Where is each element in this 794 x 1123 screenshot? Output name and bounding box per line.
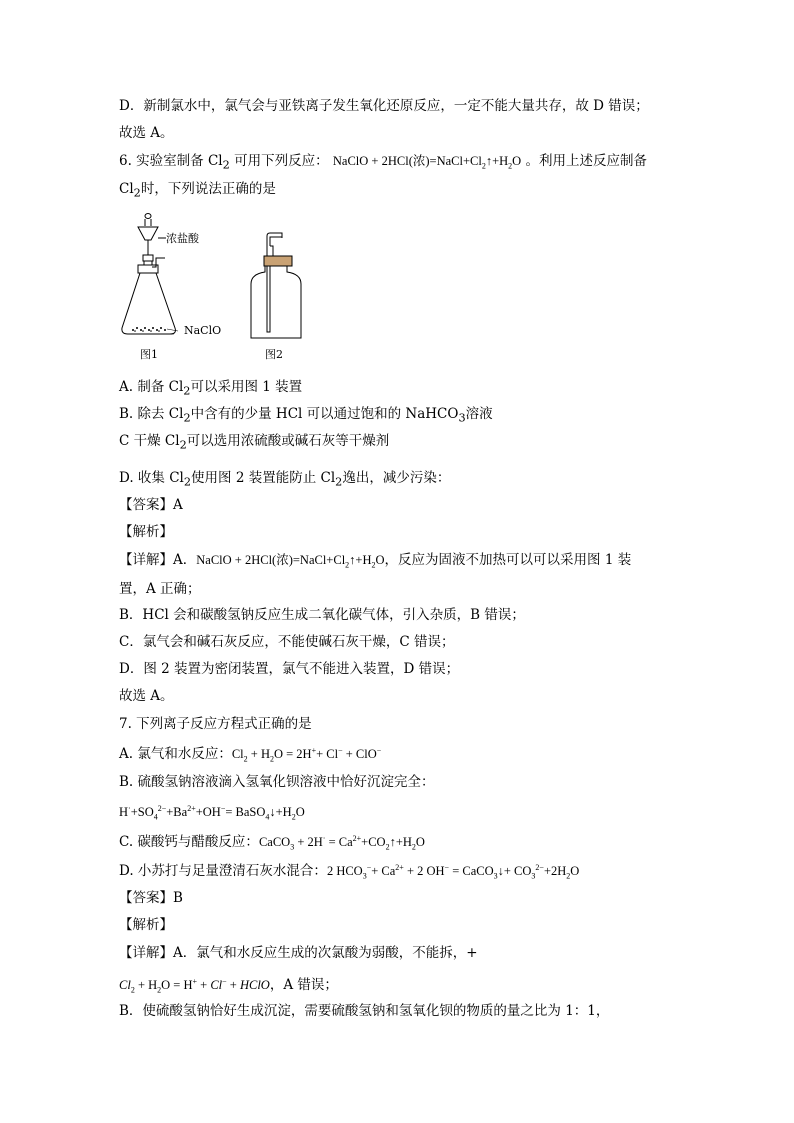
text-line: 故选 A。 (119, 125, 174, 141)
question-6 (119, 151, 647, 177)
answer-label: 【答案】B (119, 890, 183, 906)
sup: − (220, 804, 226, 813)
text-line: 置，A 正确； (119, 581, 201, 597)
t: 可以采用图 1 装置 (190, 379, 303, 395)
eq-part: + 2H (294, 835, 323, 850)
t: 使用图 2 装置能防止 Cl (191, 470, 336, 486)
t: 中含有的少量 HCl 可以通过饱和的 NaHCO (190, 406, 459, 422)
sub: 2 (183, 384, 191, 398)
equation (196, 553, 385, 570)
equation-line (119, 972, 338, 1001)
sub: 2 (133, 186, 141, 200)
option-d (119, 468, 450, 493)
sup: − (338, 746, 343, 755)
figure-label: NaClO (184, 324, 222, 337)
equation (332, 154, 522, 171)
text-line: D．新制氯水中，氯气会与亚铁离子发生氧化还原反应，一定不能大量共存，故 D 错误； (119, 98, 649, 114)
sub: 3 (531, 871, 536, 881)
sup: − (444, 863, 450, 872)
sub: 2 (269, 754, 274, 764)
option-a (119, 377, 302, 402)
sub: 2 (183, 475, 192, 489)
text-line (119, 179, 276, 204)
t: B. 除去 Cl (119, 406, 184, 422)
eq-part: +OH (195, 805, 221, 820)
eq-part: +2H (543, 864, 567, 879)
t: 可以选用浓硫酸或碱石灰等干燥剂 (186, 433, 390, 449)
sup: − (376, 746, 382, 755)
sub: 2 (481, 161, 486, 171)
eq-part: O = 2H (273, 747, 312, 762)
eq-part: +CO (361, 835, 386, 850)
q7-option-d (119, 858, 579, 887)
eq-part: +SO (130, 805, 154, 820)
eq-part: Cl (119, 978, 131, 993)
t: D. 小苏打与足量澄清石灰水混合： (119, 863, 327, 880)
eq-part: HClO (239, 978, 270, 993)
t: 溶液 (465, 406, 493, 422)
eq-part: 2 HCO (326, 864, 363, 879)
eq-part: ↓+H (269, 805, 292, 820)
text-line: B．使硫酸氢钠恰好生成沉淀，需要硫酸氢钠和氢氧化钡的物质的量之比为 1：1， (119, 1003, 610, 1019)
eq-part: CaCO (258, 835, 291, 850)
sup: + (311, 746, 317, 755)
t: D. 收集 Cl (119, 470, 184, 486)
figure-label: 浓盐酸 (166, 232, 199, 245)
q6-text: 6. 实验室制备 Cl (119, 153, 223, 169)
sub: 2 (243, 754, 248, 764)
q7-option-a (119, 741, 381, 770)
detail-line (119, 550, 631, 576)
sup: − (222, 977, 227, 986)
eq-part: + Ca (371, 864, 396, 879)
figure-caption: 图2 (265, 348, 283, 361)
sup: 2− (157, 804, 167, 813)
question-7: 7. 下列离子反应方程式正确的是 (119, 716, 312, 732)
t: ，反应为固液不加热可以可以采用图 1 装 (384, 552, 632, 568)
eq-part: +Ba (166, 805, 188, 820)
text-line: C．氯气会和碱石灰反应，不能使碱石灰干燥，C 错误； (119, 634, 455, 650)
sub: 2 (508, 161, 513, 171)
sup: 2+ (352, 834, 362, 843)
eq-part: H (119, 805, 129, 820)
eq-part: = Ca (325, 835, 353, 850)
q7-option-c (119, 829, 425, 858)
eq-part: + 2 OH (403, 864, 445, 879)
equation (326, 863, 580, 881)
equation (119, 804, 305, 822)
sub: 4 (265, 812, 270, 822)
sup: 2+ (395, 863, 404, 872)
t: ，A 错误； (269, 977, 338, 994)
eq-part: Cl (231, 747, 244, 762)
sup: 2+ (187, 804, 196, 813)
equation (231, 746, 382, 764)
option-b (119, 404, 493, 429)
eq-part: + (226, 978, 240, 993)
eq-part: O = H (161, 978, 193, 993)
sub: 3 (458, 411, 466, 425)
analysis-label: 【解析】 (119, 524, 173, 540)
option-c (119, 431, 389, 456)
eq-part: ↑+H (485, 154, 509, 168)
t: C 干燥 Cl (119, 433, 180, 449)
figure-caption: 图1 (140, 348, 158, 361)
sub: 2 (345, 560, 350, 570)
sup: − (366, 863, 372, 872)
t: C. 碳酸钙与醋酸反应： (119, 834, 259, 851)
sub: 2 (411, 842, 416, 852)
eq-part: + Cl (316, 747, 339, 762)
equation-line (119, 799, 305, 828)
text-line: 故选 A。 (119, 688, 174, 704)
q6-text: 可用下列反应： (229, 153, 329, 169)
t: 时，下列说法正确的是 (140, 181, 276, 197)
bottle-figure (245, 232, 305, 342)
eq-part: O (295, 805, 305, 820)
sub: 2 (222, 158, 230, 172)
sup: · (322, 834, 326, 843)
equation (258, 834, 425, 852)
eq-part: NaClO + 2HCl(浓)=NaCl+Cl (196, 553, 346, 567)
sub: 2 (385, 842, 390, 852)
eq-part: + (197, 978, 211, 993)
eq-part: O (512, 154, 522, 168)
text-line: D．图 2 装置为密闭装置，氯气不能进入装置，D 错误； (119, 661, 460, 677)
sub: 2 (183, 411, 191, 425)
sub: 3 (362, 871, 367, 881)
sub: 2 (179, 438, 187, 452)
sub: 2 (566, 871, 571, 881)
eq-part: + H (247, 747, 270, 762)
t: 逸出，减少污染： (342, 470, 451, 486)
sub: 3 (493, 871, 498, 881)
sub: 2 (130, 985, 135, 995)
sub: 2 (371, 560, 376, 570)
sub: 4 (153, 812, 158, 822)
sub: 2 (157, 985, 162, 995)
eq-part: = BaSO (225, 805, 266, 820)
t: A. 氯气和水反应： (119, 746, 232, 763)
eq-part: ↑+H (349, 553, 372, 567)
sup: 2− (535, 863, 544, 872)
eq-part: NaClO + 2HCl(浓)=NaCl+Cl (332, 154, 482, 168)
t: A. 制备 Cl (119, 379, 184, 395)
eq-part: ↓+ CO (497, 864, 532, 879)
q7-option-b: B. 硫酸氢钠溶液滴入氢氧化钡溶液中恰好沉淀完全： (119, 774, 435, 790)
sub: 2 (335, 475, 343, 489)
analysis-label: 【解析】 (119, 917, 173, 933)
sup: · (128, 804, 131, 813)
sup: + (192, 977, 198, 986)
sub: 3 (290, 842, 295, 852)
eq-part: O (415, 835, 425, 850)
t: Cl (119, 181, 134, 197)
eq-part: O (375, 553, 385, 567)
equation (119, 977, 270, 995)
q6-text: 。利用上述反应制备 (521, 153, 647, 169)
eq-part: + ClO (342, 747, 377, 762)
eq-part: Cl (210, 978, 223, 993)
text-line: 【详解】A．氯气和水反应生成的次氯酸为弱酸，不能拆，+ (119, 945, 478, 961)
sub: 2 (291, 812, 296, 822)
eq-part: ↑+H (389, 835, 412, 850)
t: 【详解】A． (119, 552, 197, 568)
eq-part: + H (134, 978, 158, 993)
answer-label: 【答案】A (119, 497, 183, 513)
eq-part: O (570, 864, 580, 879)
eq-part: = CaCO (449, 864, 494, 879)
text-line: B．HCl 会和碳酸氢钠反应生成二氧化碳气体，引入杂质，B 错误； (119, 607, 525, 623)
